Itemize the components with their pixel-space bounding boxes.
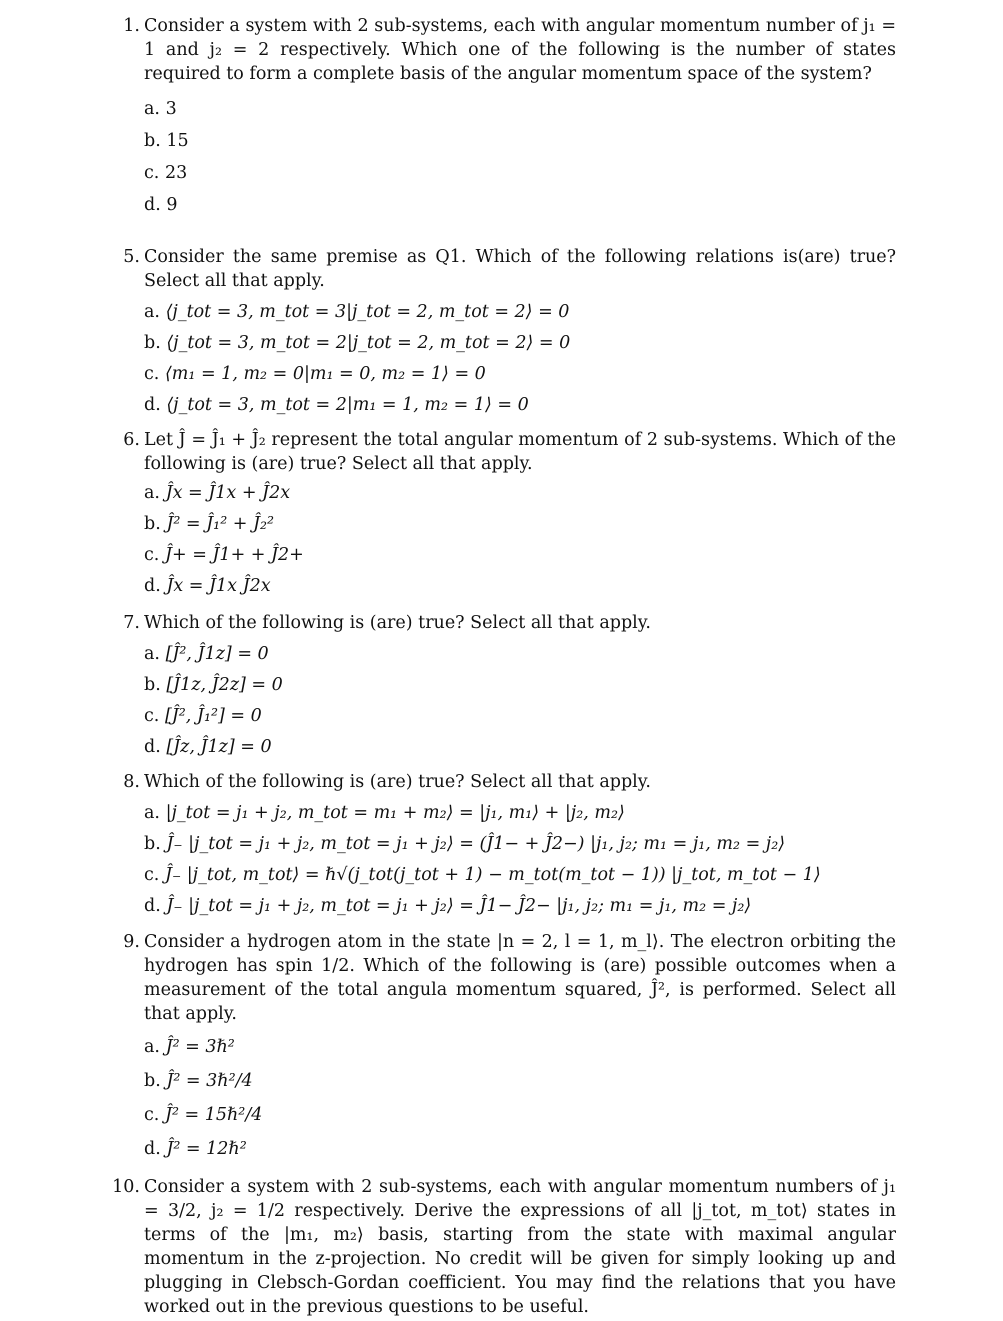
option-c: c. [Ĵ², Ĵ₁²] = 0: [144, 706, 262, 726]
option-b: b. Ĵ² = Ĵ₁² + Ĵ₂²: [144, 514, 275, 534]
question-6: [108, 428, 896, 602]
option-b: b. 15: [144, 131, 189, 151]
question-text: Consider the same premise as Q1. Which of the following relations is(are) true? Select all that apply.: [144, 247, 896, 291]
option-b: b. Ĵ₋ |j_tot = j₁ + j₂, m_tot = j₁ + j₂⟩ = (Ĵ1− + Ĵ2−) |j₁, j₂; m₁ = j₁, m₂ = j₂⟩: [144, 834, 786, 854]
question-1: [108, 14, 896, 221]
question-5: [108, 245, 896, 421]
question-number: 1.: [123, 16, 140, 36]
option-a: a. [Ĵ², Ĵ1z] = 0: [144, 644, 269, 664]
option-a: a. Ĵ² = 3ℏ²: [144, 1037, 235, 1057]
question-text: Let Ĵ = Ĵ₁ + Ĵ₂ represent the total angular momentum of 2 sub-systems. Which of the following is (are) true? Select all that apply.: [144, 430, 896, 474]
question-number: 6.: [123, 430, 140, 450]
question-text: Which of the following is (are) true? Select all that apply.: [144, 613, 651, 633]
question-text: Which of the following is (are) true? Select all that apply.: [144, 772, 651, 792]
option-d: d. 9: [144, 195, 178, 215]
option-b: b. Ĵ² = 3ℏ²/4: [144, 1071, 253, 1091]
option-a: a. |j_tot = j₁ + j₂, m_tot = m₁ + m₂⟩ = |j₁, m₁⟩ + |j₂, m₂⟩: [144, 803, 625, 823]
option-d: d. ⟨j_tot = 3, m_tot = 2|m₁ = 1, m₂ = 1⟩ = 0: [144, 395, 529, 415]
question-10: [108, 1175, 896, 1319]
question-8: [108, 770, 896, 922]
question-number: 9.: [123, 932, 140, 952]
option-d: d. Ĵ₋ |j_tot = j₁ + j₂, m_tot = j₁ + j₂⟩ = Ĵ1− Ĵ2− |j₁, j₂; m₁ = j₁, m₂ = j₂⟩: [144, 896, 752, 916]
question-text: Consider a system with 2 sub-systems, each with angular momentum numbers of j₁ = 3/2, j₂ = 1/2 respectively. Derive the expressions of all |j_tot, m_tot⟩ states in terms of the |m₁, m₂⟩ basis, starting from the state with maximal angular momentum in the z-projection. No credit will be given for simply looking up and plugging in Clebsch-Gordan coefficient. You may find the relations that you have worked out in the previous questions to be useful.: [144, 1177, 896, 1317]
option-c: c. 23: [144, 163, 188, 183]
option-d: d. Ĵx = Ĵ1x Ĵ2x: [144, 576, 271, 596]
option-c: c. Ĵ² = 15ℏ²/4: [144, 1105, 263, 1125]
question-number: 7.: [123, 613, 140, 633]
option-b: b. [Ĵ1z, Ĵ2z] = 0: [144, 675, 283, 695]
question-number: 10.: [112, 1177, 140, 1197]
option-a: a. 3: [144, 99, 177, 119]
question-text: Consider a system with 2 sub-systems, each with angular momentum number of j₁ = 1 and j₂ = 2 respectively. Which one of the following is the number of states required to form a complete basis of the angular momentum space of the system?: [144, 16, 896, 84]
option-c: c. Ĵ+ = Ĵ1+ + Ĵ2+: [144, 545, 304, 565]
option-a: a. ⟨j_tot = 3, m_tot = 3|j_tot = 2, m_tot = 2⟩ = 0: [144, 302, 570, 322]
option-a: a. Ĵx = Ĵ1x + Ĵ2x: [144, 483, 291, 503]
option-d: d. [Ĵz, Ĵ1z] = 0: [144, 737, 272, 757]
question-number: 8.: [123, 772, 140, 792]
option-c: c. ⟨m₁ = 1, m₂ = 0|m₁ = 0, m₂ = 1⟩ = 0: [144, 364, 486, 384]
question-number: 5.: [123, 247, 140, 267]
option-d: d. Ĵ² = 12ℏ²: [144, 1139, 247, 1159]
question-text: Consider a hydrogen atom in the state |n = 2, l = 1, m_l⟩. The electron orbiting the hydrogen has spin 1/2. Which of the following is (are) possible outcomes when a measurement of the total angula momentum squared, Ĵ², is performed. Select all that apply.: [144, 932, 896, 1024]
option-b: b. ⟨j_tot = 3, m_tot = 2|j_tot = 2, m_tot = 2⟩ = 0: [144, 333, 571, 353]
question-7: [108, 611, 896, 763]
question-9: [108, 930, 896, 1166]
option-c: c. Ĵ₋ |j_tot, m_tot⟩ = ℏ√(j_tot(j_tot + 1) − m_tot(m_tot − 1)) |j_tot, m_tot − 1⟩: [144, 865, 821, 885]
